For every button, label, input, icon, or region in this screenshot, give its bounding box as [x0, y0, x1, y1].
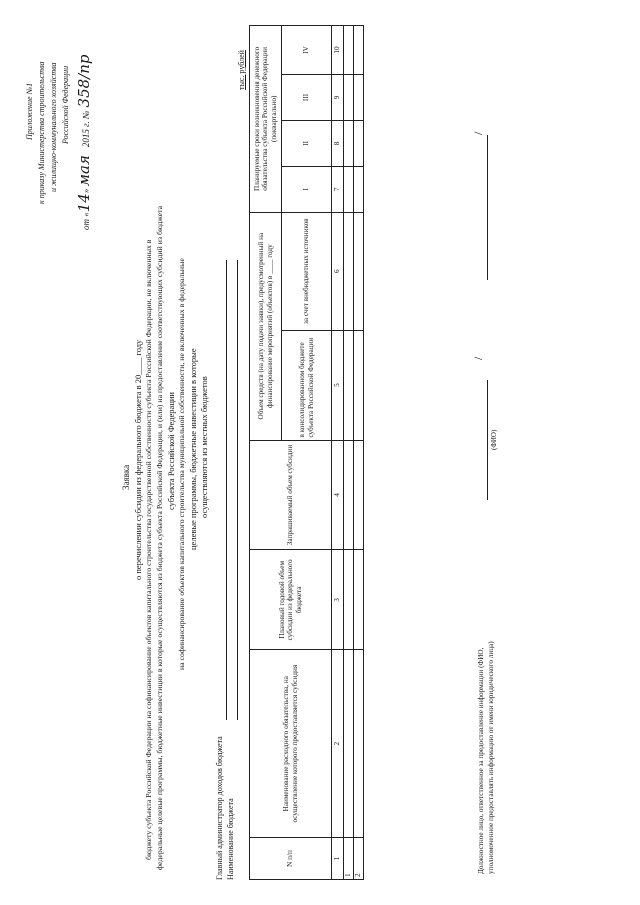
column-number: 7 [332, 166, 344, 212]
rotated-document-page [20, 20, 620, 880]
header-obligation-name: Наименование расходного обязательства, на осуществление которого предоставляется субсидия [250, 650, 332, 838]
column-number: 8 [332, 120, 344, 166]
column-number: 6 [332, 212, 344, 330]
appendix-order-line: к приказу Министерства строительства [37, 61, 46, 204]
date-mid: » [81, 186, 91, 194]
column-number: 10 [332, 26, 344, 75]
header-quarter: III [282, 75, 332, 121]
table-row [354, 26, 364, 880]
date-prefix: от « [81, 212, 91, 230]
admin-label: Главный администратор доходов бюджета [215, 736, 224, 880]
budget-underline [237, 260, 238, 720]
slash-right: / [471, 131, 485, 135]
title-line-1: о перечислении субсидии из федерального бюджета в 20____ году [133, 339, 143, 580]
request-table [249, 25, 364, 880]
column-number: 1 [332, 838, 344, 880]
slash-left: / [471, 356, 485, 360]
row-number: 2 [354, 838, 364, 880]
date-day: 14 [75, 193, 93, 213]
appendix-country-line: Российской Федерации [61, 65, 70, 144]
header-extrabudgetary: за счет внебюджетных источников [282, 212, 332, 330]
column-number: 3 [332, 550, 344, 650]
appendix-title: Приложение №1 [25, 82, 34, 140]
column-number: 2 [332, 650, 344, 838]
header-requested-volume: Запрашиваемый объем субсидии [250, 440, 332, 550]
fio-caption: (ФИО) [490, 429, 498, 450]
column-number: 5 [332, 330, 344, 440]
appendix-ministry-line: и жилищно-коммунального хозяйства [49, 62, 58, 192]
signature-underline [487, 135, 488, 280]
official-label-line-2: уполномоченное предоставлять информацию от имени юридического лица) [487, 641, 495, 874]
appendix-date-line [76, 55, 93, 231]
title-line-6: целевые программы, бюджетные инвестиции в которые [188, 348, 198, 550]
table-row [344, 26, 354, 880]
column-numbers-row [332, 26, 344, 880]
header-quarter: IV [282, 26, 332, 75]
title-line-2: бюджету субъекта Российской Федерации на софинансирование объектов капитального строительства государственной собственности субъекта Российской Федерации, не включенных в [144, 239, 153, 860]
admin-underline [226, 260, 227, 720]
header-consolidated-budget: в консолидированном бюджете субъекта Российской Федерации [282, 330, 332, 440]
header-number: N п/п [250, 838, 332, 880]
header-planned-volume: Плановый годовой объем субсидии из федерального бюджета [250, 550, 332, 650]
budget-label: Наименование бюджета [226, 798, 235, 880]
header-quarter: II [282, 120, 332, 166]
date-month: мая [75, 155, 93, 187]
header-quarter: I [282, 166, 332, 212]
date-year: 2015 г. № [81, 110, 91, 148]
column-number: 9 [332, 75, 344, 121]
fio-underline [487, 380, 488, 500]
header-planned-terms: Планируемые сроки возникновения денежного обязательства субъекта Российской Федерации (поквартально) [250, 26, 282, 213]
title-line-3: федеральные целевые программы, бюджетные инвестиции в которые осуществляются из бюджета субъекта Российской Федерации, и (или) на предоставление соответствующих субсидий из бюджета [155, 205, 164, 870]
row-number: 1 [344, 838, 354, 880]
date-number: 358/пр [75, 54, 93, 108]
column-number: 4 [332, 440, 344, 550]
title-line-5: на софинансирование объектов капитального строительства муниципальной собственности, не включенных в федеральные [177, 258, 186, 670]
header-funds-volume: Объем средств (на дату подачи заявки), предусмотренный на финансирование мероприятий (объектов) в ____ году [250, 212, 282, 440]
title-line-7: осуществляются из местных бюджетов [199, 376, 209, 518]
official-label-line-1: Должностное лицо, ответственное за предоставление информации (ФИО, [477, 647, 485, 874]
units-label: тыс. рублей [237, 50, 246, 90]
title-line-4: субъекта Российской Федерации [166, 392, 176, 510]
request-heading: Заявка [121, 464, 131, 490]
